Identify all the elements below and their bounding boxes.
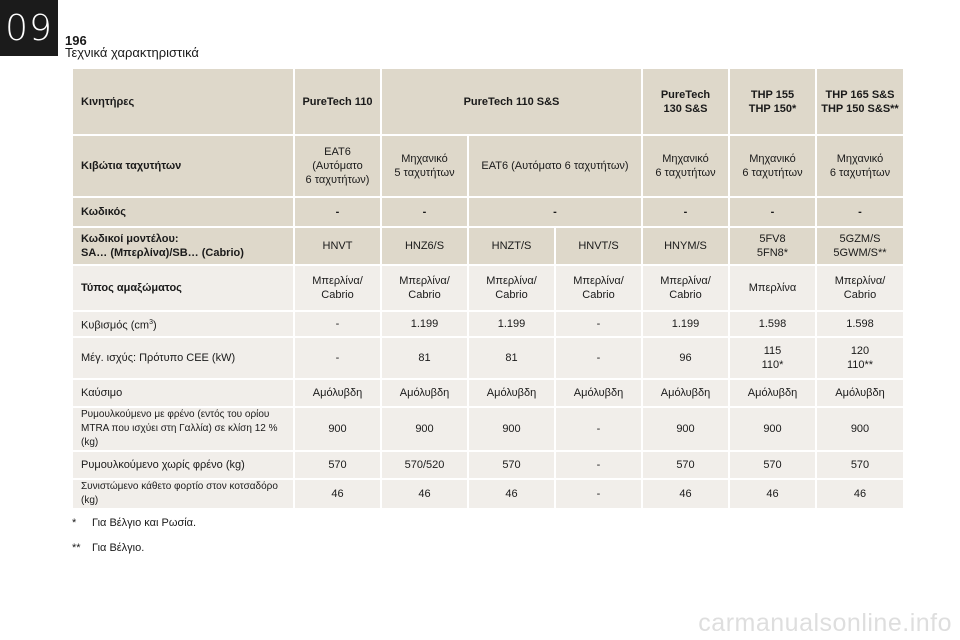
- table-cell: -: [556, 408, 641, 450]
- table-cell: 81: [382, 338, 467, 378]
- row-label-end: ): [152, 319, 157, 332]
- table-cell: 900: [469, 408, 554, 450]
- table-cell: Μπερλίνα/ Cabrio: [817, 266, 903, 310]
- table-cell: Αμόλυβδη: [382, 380, 467, 406]
- table-cell: -: [295, 312, 380, 336]
- table-cell: 570: [295, 452, 380, 478]
- table-row: [73, 452, 903, 478]
- table-cell: 900: [382, 408, 467, 450]
- code-cell: -: [382, 198, 467, 226]
- table-cell: -: [556, 452, 641, 478]
- footnote-mark: **: [72, 542, 81, 554]
- row-label: Τύπος αμαξώματος: [73, 266, 293, 310]
- table-cell: 900: [730, 408, 815, 450]
- row-label: Μέγ. ισχύς: Πρότυπο CEE (kW): [73, 338, 293, 378]
- gearbox-cell: Μηχανικό 6 ταχυτήτων: [817, 136, 903, 196]
- table-cell: 46: [643, 480, 728, 508]
- engine-cell: THP 165 S&S THP 150 S&S**: [817, 69, 903, 134]
- table-row: [73, 408, 903, 450]
- table-cell: 1.598: [817, 312, 903, 336]
- code-cell: -: [730, 198, 815, 226]
- table-cell: Αμόλυβδη: [730, 380, 815, 406]
- row-label: Ρυμουλκούμενο με φρένο (εντός του ορίου MTRA που ισχύει στη Γαλλία) σε κλίση 12 % (kg): [73, 408, 293, 450]
- table-cell: -: [295, 338, 380, 378]
- footnote: [72, 517, 196, 529]
- row-label: [73, 312, 293, 336]
- table-cell: 46: [817, 480, 903, 508]
- row-label-text: Κυβισμός (cm: [81, 319, 150, 332]
- page-title: Τεχνικά χαρακτηριστικά: [65, 45, 199, 60]
- row-label: Καύσιμο: [73, 380, 293, 406]
- table-cell: 900: [817, 408, 903, 450]
- table-row: [73, 312, 903, 336]
- gearbox-cell: EAT6 (Αυτόματο 6 ταχυτήτων): [295, 136, 380, 196]
- table-cell: Αμόλυβδη: [643, 380, 728, 406]
- model-code-cell: 5GZM/S 5GWM/S**: [817, 228, 903, 264]
- engine-cell: THP 155 THP 150*: [730, 69, 815, 134]
- model-code-cell: HNZT/S: [469, 228, 554, 264]
- gearbox-cell: Μηχανικό 6 ταχυτήτων: [730, 136, 815, 196]
- model-codes-label: Κωδικοί μοντέλου: SA… (Μπερλίνα)/SB… (Cabrio): [73, 228, 293, 264]
- footnote-mark: *: [72, 517, 77, 529]
- code-cell: -: [643, 198, 728, 226]
- table-cell: 1.199: [382, 312, 467, 336]
- table-cell: -: [556, 338, 641, 378]
- engines-row: [73, 69, 903, 134]
- table-cell: 81: [469, 338, 554, 378]
- chapter-number-box: [0, 0, 58, 56]
- engine-cell: PureTech 110 S&S: [382, 69, 641, 134]
- table-row: [73, 338, 903, 378]
- model-code-cell: HNVT: [295, 228, 380, 264]
- table-cell: 115 110*: [730, 338, 815, 378]
- table-cell: 1.199: [643, 312, 728, 336]
- table-cell: Αμόλυβδη: [556, 380, 641, 406]
- table-cell: -: [556, 480, 641, 508]
- chapter-number: 09: [5, 7, 53, 49]
- model-code-cell: HNYM/S: [643, 228, 728, 264]
- table-row: [73, 480, 903, 508]
- table-cell: 96: [643, 338, 728, 378]
- code-cell: -: [469, 198, 641, 226]
- specifications-table: [71, 67, 905, 510]
- table-cell: Αμόλυβδη: [295, 380, 380, 406]
- table-cell: Μπερλίνα/ Cabrio: [556, 266, 641, 310]
- model-code-cell: HNVT/S: [556, 228, 641, 264]
- table-cell: 900: [295, 408, 380, 450]
- row-label-sup: 3: [149, 318, 153, 326]
- table-cell: Μπερλίνα/ Cabrio: [643, 266, 728, 310]
- table-cell: 46: [730, 480, 815, 508]
- code-cell: -: [817, 198, 903, 226]
- gearbox-row: [73, 136, 903, 196]
- table-cell: 570/520: [382, 452, 467, 478]
- table-cell: 570: [469, 452, 554, 478]
- table-cell: 900: [643, 408, 728, 450]
- table-cell: Αμόλυβδη: [817, 380, 903, 406]
- watermark: carmanualsonline.info: [698, 609, 952, 637]
- engine-cell: PureTech 130 S&S: [643, 69, 728, 134]
- gearbox-cell: EAT6 (Αυτόματο 6 ταχυτήτων): [469, 136, 641, 196]
- engine-cell: PureTech 110: [295, 69, 380, 134]
- table-cell: 1.199: [469, 312, 554, 336]
- table-cell: 1.598: [730, 312, 815, 336]
- footnote-text: Για Βέλγιο και Ρωσία.: [92, 517, 197, 529]
- code-cell: -: [295, 198, 380, 226]
- page-number: 196: [65, 33, 87, 48]
- table-cell: 570: [730, 452, 815, 478]
- model-code-cell: 5FV8 5FN8*: [730, 228, 815, 264]
- table-cell: Μπερλίνα/ Cabrio: [382, 266, 467, 310]
- footnote: [72, 542, 196, 554]
- table-row: [73, 266, 903, 310]
- table-cell: Μπερλίνα/ Cabrio: [295, 266, 380, 310]
- row-label: Ρυμουλκούμενο χωρίς φρένο (kg): [73, 452, 293, 478]
- footnotes: [72, 517, 196, 567]
- table-cell: Μπερλίνα: [730, 266, 815, 310]
- table-cell: Μπερλίνα/ Cabrio: [469, 266, 554, 310]
- table-cell: 120 110**: [817, 338, 903, 378]
- model-code-cell: HNZ6/S: [382, 228, 467, 264]
- footnote-text: Για Βέλγιο.: [92, 542, 145, 554]
- engines-label: Κινητήρες: [73, 69, 293, 134]
- table-cell: 46: [469, 480, 554, 508]
- table-cell: 570: [643, 452, 728, 478]
- table-cell: Αμόλυβδη: [469, 380, 554, 406]
- gearbox-label: Κιβώτια ταχυτήτων: [73, 136, 293, 196]
- gearbox-cell: Μηχανικό 6 ταχυτήτων: [643, 136, 728, 196]
- gearbox-cell: Μηχανικό 5 ταχυτήτων: [382, 136, 467, 196]
- row-label: Συνιστώμενο κάθετο φορτίο στον κοτσαδόρο (kg): [73, 480, 293, 508]
- code-label: Κωδικός: [73, 198, 293, 226]
- table-cell: 570: [817, 452, 903, 478]
- model-codes-row: [73, 228, 903, 264]
- table-cell: -: [556, 312, 641, 336]
- table-row: [73, 380, 903, 406]
- code-row: [73, 198, 903, 226]
- table-cell: 46: [295, 480, 380, 508]
- table-cell: 46: [382, 480, 467, 508]
